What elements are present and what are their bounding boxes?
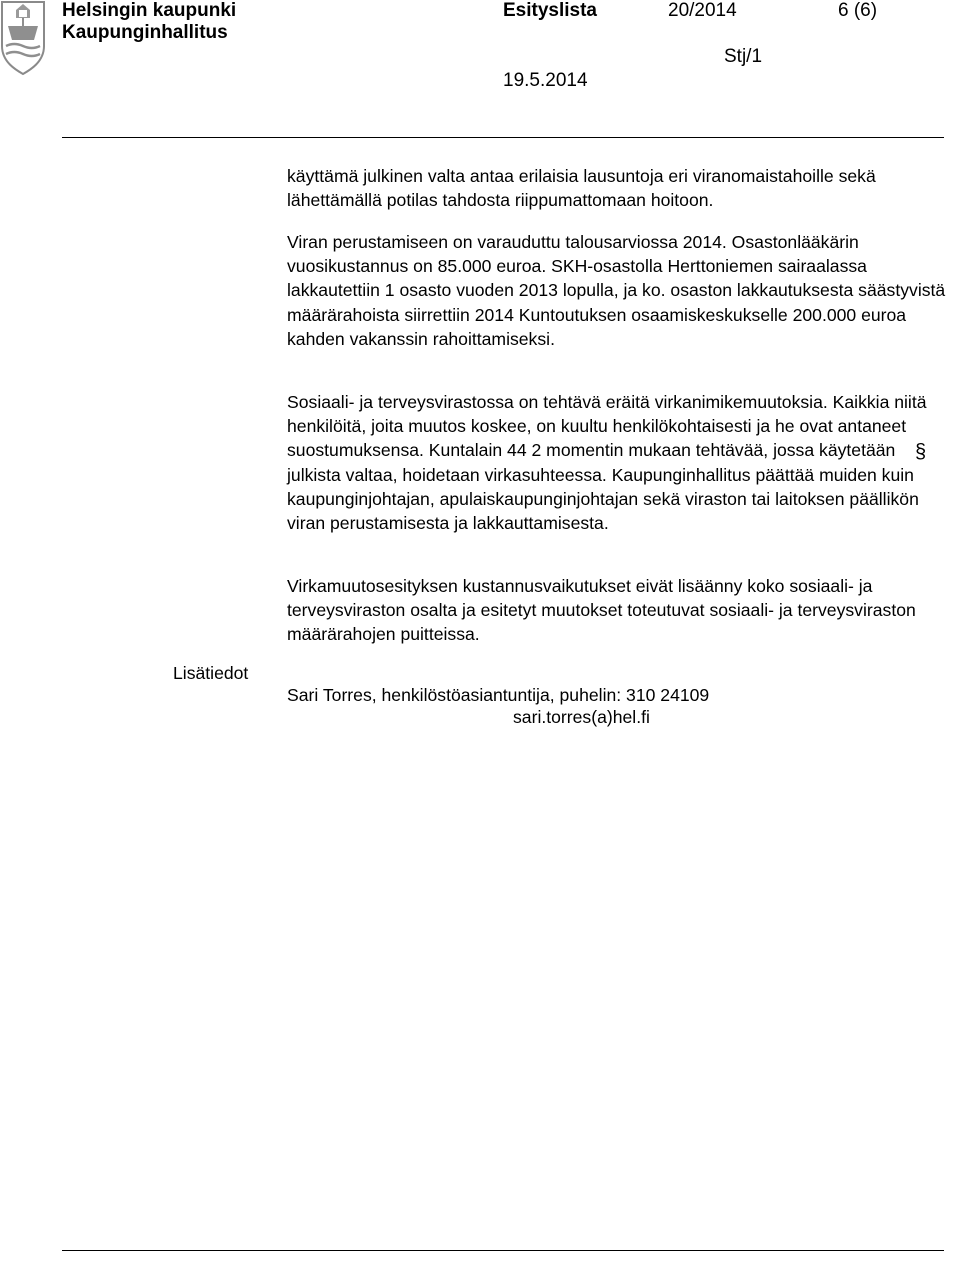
page-number: 6 (6) [838, 0, 878, 21]
body-paragraph-2 [287, 230, 947, 351]
contact-line: Sari Torres, henkilöstöasiantuntija, puhelin: 310 24109 [287, 685, 710, 705]
document-number: 20/2014 [668, 0, 737, 21]
contact-label: Lisätiedot [173, 663, 249, 683]
organization-name: Helsingin kaupunki [62, 0, 237, 21]
section-code: Stj/1 [724, 46, 763, 67]
paragraph-text: Sosiaali- ja terveysvirastossa on tehtävä eräitä virkanimikemuutoksia. Kaikkia niitä henkilöitä, joita muutos koskee, on kuultu henkilökohtaisesti ja he ovat antaneet suostumuksensa. Kuntalain 44 2 momentin mukaan tehtävää, jossa käytetään julkista valtaa, hoidetaan virkasuhteessa. Kaupunginhallitus päättää muiden kuin kaupunginjohtajan, apulaiskaupunginjohtajan sekä viraston tai laitoksen päällikön viran perustamisesta ja lakkauttamisesta. [287, 392, 927, 534]
paragraph-text: Viran perustamiseen on varauduttu talousarviossa 2014. Osastonlääkärin vuosikustannus on 85.000 euroa. SKH-osastolla Herttoniemen sairaalassa lakkautettiin 1 osasto vuoden 2013 lopulla, ja ko. osaston lakkautuksesta säästyvistä määrärahoista siirrettiin 2014 Kuntoutuksen osaamiskeskukselle 200.000 euroa kahden vakanssin rahoittamiseksi. [287, 232, 946, 349]
helsinki-crest-logo [0, 0, 46, 76]
section-sign: § [915, 441, 927, 463]
body-paragraph-3 [287, 390, 947, 535]
paragraph-text: Virkamuutosesityksen kustannusvaikutukset eivät lisäänny koko sosiaali- ja terveysviraston osalta ja esitetyt muutokset toteutuvat sosiaali- ja terveysviraston määrärahojen puitteissa. [287, 576, 916, 645]
document-type: Esityslista [503, 0, 597, 21]
header-divider [62, 137, 944, 138]
governing-body: Kaupunginhallitus [62, 22, 228, 43]
footer-divider [62, 1250, 944, 1251]
paragraph-text: käyttämä julkinen valta antaa erilaisia lausuntoja eri viranomaistahoille sekä lähettämällä potilas tahdosta riippumattomaan hoitoon. [287, 166, 876, 211]
meeting-date: 19.5.2014 [503, 70, 588, 91]
body-paragraph-4 [287, 574, 947, 647]
contact-email[interactable]: sari.torres(a)hel.fi [513, 707, 650, 727]
body-paragraph-1 [287, 164, 947, 212]
